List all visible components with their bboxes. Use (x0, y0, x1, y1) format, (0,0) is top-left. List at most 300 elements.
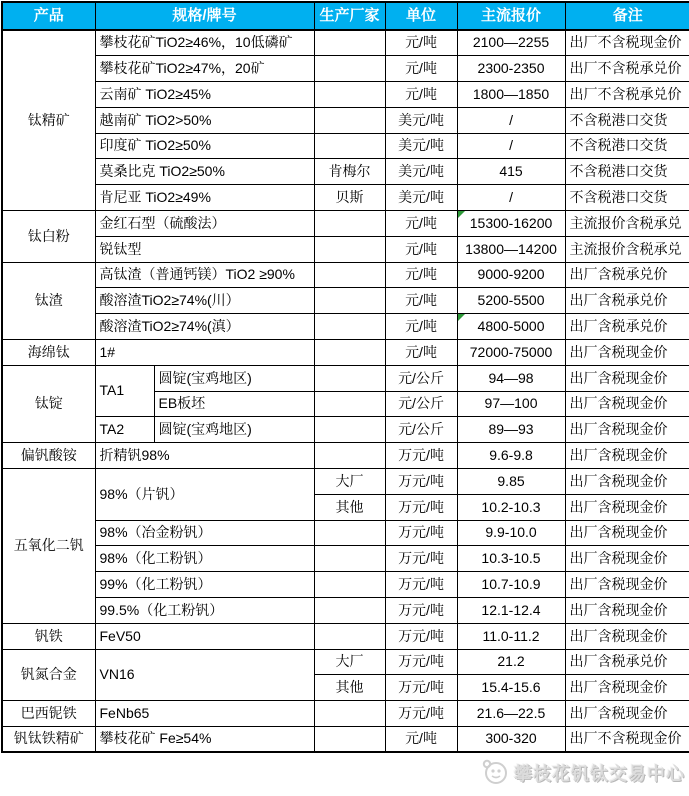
cell-spec (95, 30, 314, 56)
cell-text: 5200-5500 (477, 292, 545, 309)
cell-mfr (314, 340, 385, 366)
column-header-1: 规格/牌号 (95, 2, 314, 30)
cell-text: 出厂不含税现金价 (569, 34, 682, 51)
cell-text: 酸溶渣TiO2≥74%(川） (99, 292, 240, 309)
cell-price (457, 159, 565, 185)
cell-text: 攀枝花矿TiO2≥47%，20矿 (99, 60, 265, 76)
cell-price (457, 56, 565, 82)
cell-mfr (314, 443, 385, 469)
cell-text: 其他 (335, 679, 364, 696)
cell-text: 1# (99, 343, 116, 360)
cell-product (2, 727, 95, 753)
cell-price (457, 314, 565, 340)
table-row (2, 236, 689, 262)
cell-text: 美元/吨 (398, 188, 444, 205)
cell-note (565, 469, 689, 495)
cell-text: 偏钒酸铵 (20, 446, 77, 463)
table-header (2, 2, 689, 30)
cell-text: 钒氮合金 (20, 666, 77, 683)
cell-text: 出厂不含税承兑价 (569, 85, 682, 102)
cell-text: 出厂含税承兑价 (569, 266, 668, 283)
cell-unit (385, 340, 457, 366)
cell-price (457, 107, 565, 133)
cell-note (565, 340, 689, 366)
cell-spec (95, 701, 314, 727)
cell-unit (385, 443, 457, 469)
table-row (2, 469, 689, 495)
cell-mfr (314, 598, 385, 624)
cell-text: 出厂含税承兑价 (569, 317, 668, 334)
table-row (2, 727, 689, 753)
cell-text: 出厂不含税承兑价 (569, 60, 682, 76)
cell-mfr (314, 649, 385, 675)
comment-flag-icon (458, 314, 465, 321)
cell-note (565, 314, 689, 340)
cell-mfr (314, 236, 385, 262)
cell-text: 10.2-10.3 (481, 498, 541, 515)
cell-text: 不含税港口交货 (569, 137, 668, 154)
cell-text: / (509, 137, 513, 154)
table-row (2, 520, 689, 546)
cell-product (2, 443, 95, 469)
cell-unit (385, 107, 457, 133)
cell-spec (95, 572, 314, 598)
cell-note (565, 598, 689, 624)
column-header-4: 主流报价 (457, 2, 565, 30)
cell-price (457, 598, 565, 624)
column-header-5: 备注 (565, 2, 689, 30)
cell-text: 9.6-9.8 (489, 446, 533, 463)
cell-mfr (314, 133, 385, 159)
table-row (2, 623, 689, 649)
cell-product (2, 30, 95, 211)
cell-text: 元/公斤 (398, 421, 444, 438)
cell-text: 折精钒98% (99, 446, 170, 463)
cell-text: 巴西铌铁 (20, 704, 77, 721)
cell-note (565, 133, 689, 159)
cell-sub (95, 417, 154, 443)
cell-unit (385, 598, 457, 624)
cell-product (2, 340, 95, 366)
cell-text: 元/吨 (405, 266, 437, 283)
cell-text: 不含税港口交货 (569, 163, 668, 180)
cell-note (565, 443, 689, 469)
cell-unit (385, 236, 457, 262)
cell-text: 出厂含税现金价 (569, 550, 668, 567)
comment-flag-icon (458, 211, 465, 218)
table-row (2, 598, 689, 624)
cell-sub (95, 365, 154, 417)
cell-text: 钛白粉 (27, 227, 70, 244)
cell-unit (385, 469, 457, 495)
cell-mfr (314, 185, 385, 211)
cell-text: 万元/吨 (398, 575, 444, 592)
cell-note (565, 520, 689, 546)
cell-text: 出厂含税现金价 (569, 343, 668, 360)
cell-text: 元/公斤 (398, 369, 444, 386)
cell-spec (95, 159, 314, 185)
cell-text: 金红石型（硫酸法） (99, 214, 226, 231)
table-row (2, 82, 689, 108)
cell-unit (385, 649, 457, 675)
table-row (2, 649, 689, 675)
cell-note (565, 649, 689, 675)
cell-text: 元/吨 (405, 85, 437, 102)
cell-unit (385, 365, 457, 391)
cell-spec (95, 185, 314, 211)
cell-price (457, 417, 565, 443)
cell-spec (95, 262, 314, 288)
brand-watermark-text: 攀枝花钒钛交易中心 (514, 764, 685, 785)
cell-text: FeV50 (99, 627, 141, 644)
cell-text: 万元/吨 (398, 498, 444, 515)
cell-text: / (509, 188, 513, 205)
cell-text: / (509, 111, 513, 128)
table-row (2, 262, 689, 288)
cell-product (2, 365, 95, 442)
cell-spec (95, 598, 314, 624)
cell-mfr (314, 314, 385, 340)
cell-mfr (314, 365, 385, 391)
cell-text: 肯尼亚 TiO2≥49% (99, 188, 211, 205)
cell-text: 元/吨 (405, 730, 437, 747)
cell-mfr (314, 82, 385, 108)
cell-text: 10.7-10.9 (481, 575, 541, 592)
cell-text: 元/吨 (405, 214, 437, 231)
cell-text: 不含税港口交货 (569, 188, 668, 205)
cell-note (565, 417, 689, 443)
price-table-page (0, 1, 689, 796)
table-row (2, 133, 689, 159)
table-row (2, 572, 689, 598)
cell-text: 出厂含税现金价 (569, 446, 668, 463)
cell-unit (385, 211, 457, 237)
cell-text: 五氧化二钒 (13, 537, 84, 554)
cell-unit (385, 56, 457, 82)
cell-unit (385, 675, 457, 701)
cell-note (565, 159, 689, 185)
cell-spec (95, 546, 314, 572)
cell-product (2, 469, 95, 624)
cell-text: 万元/吨 (398, 524, 444, 541)
cell-text: 出厂含税现金价 (569, 524, 668, 541)
cell-price (457, 675, 565, 701)
cell-text: 印度矿 TiO2≥50% (99, 137, 211, 154)
cell-price (457, 30, 565, 56)
cell-text: 元/吨 (405, 34, 437, 51)
table-row (2, 56, 689, 82)
cell-text: 莫桑比克 TiO2≥50% (99, 163, 225, 180)
cell-text: 元/吨 (405, 240, 437, 257)
cell-text: 越南矿 TiO2>50% (99, 111, 212, 128)
cell-text: 12.1-12.4 (481, 601, 541, 618)
cell-spec (95, 133, 314, 159)
cell-note (565, 288, 689, 314)
cell-text: 元/吨 (405, 292, 437, 309)
cell-text: 美元/吨 (398, 137, 444, 154)
cell-text: 21.6—22.5 (476, 704, 546, 721)
cell-text: 圆锭(宝鸡地区) (158, 369, 252, 386)
cell-unit (385, 623, 457, 649)
footer-watermark (0, 753, 689, 793)
cell-mfr (314, 417, 385, 443)
cell-price (457, 623, 565, 649)
cell-text: 贝斯 (335, 188, 364, 205)
cell-text: 元/吨 (405, 317, 437, 334)
cell-product (2, 262, 95, 339)
cell-spec2 (154, 391, 314, 417)
cell-note (565, 236, 689, 262)
cell-note (565, 262, 689, 288)
cell-text: 美元/吨 (398, 163, 444, 180)
cell-text: 出厂不含税现金价 (569, 730, 682, 747)
cell-spec (95, 236, 314, 262)
cell-text: 万元/吨 (398, 627, 444, 644)
cell-note (565, 30, 689, 56)
cell-spec (95, 649, 314, 701)
cell-text: 万元/吨 (398, 653, 444, 670)
cell-unit (385, 701, 457, 727)
cell-text: 出厂含税现金价 (569, 498, 668, 515)
cell-price (457, 262, 565, 288)
cell-price (457, 649, 565, 675)
cell-text: 415 (499, 163, 523, 180)
cell-text: 出厂含税现金价 (569, 601, 668, 618)
cell-mfr (314, 211, 385, 237)
cell-mfr (314, 107, 385, 133)
cell-note (565, 675, 689, 701)
cell-mfr (314, 262, 385, 288)
cell-text: 云南矿 TiO2≥45% (99, 85, 211, 102)
cell-text: 99%（化工粉钒） (99, 575, 212, 592)
cell-text: EB板坯 (158, 395, 206, 412)
cell-text: 300-320 (485, 730, 537, 747)
cell-text: 97—100 (484, 395, 538, 412)
cell-note (565, 546, 689, 572)
cell-text: 万元/吨 (398, 601, 444, 618)
cell-mfr (314, 675, 385, 701)
table-row (2, 30, 689, 56)
cell-text: 不含税港口交货 (569, 111, 668, 128)
cell-text: 2300-2350 (477, 60, 545, 76)
cell-text: 出厂含税现金价 (569, 575, 668, 592)
cell-note (565, 391, 689, 417)
cell-text: 出厂含税现金价 (569, 704, 668, 721)
cell-unit (385, 494, 457, 520)
price-table (1, 1, 689, 753)
cell-text: 攀枝花矿TiO2≥46%，10低磷矿 (99, 34, 293, 51)
cell-text: 元/吨 (405, 343, 437, 360)
cell-price (457, 288, 565, 314)
table-row (2, 546, 689, 572)
cell-spec2 (154, 417, 314, 443)
cell-text: 圆锭(宝鸡地区) (158, 421, 252, 438)
cell-note (565, 623, 689, 649)
cell-text: 大厂 (335, 653, 364, 670)
cell-text: 89—93 (488, 421, 534, 438)
cell-text: 元/公斤 (398, 395, 444, 412)
cell-unit (385, 572, 457, 598)
cell-text: 11.0-11.2 (482, 627, 540, 644)
cell-mfr (314, 727, 385, 753)
cell-spec (95, 727, 314, 753)
column-header-2: 生产厂家 (314, 2, 385, 30)
cell-note (565, 572, 689, 598)
cell-spec2 (154, 365, 314, 391)
cell-mfr (314, 391, 385, 417)
cell-text: 锐钛型 (99, 240, 142, 257)
cell-text: 攀枝花矿 Fe≥54% (99, 730, 212, 747)
cell-note (565, 365, 689, 391)
cell-text: 元/吨 (405, 60, 437, 76)
table-row (2, 314, 689, 340)
cell-spec (95, 211, 314, 237)
cell-spec (95, 520, 314, 546)
cell-unit (385, 546, 457, 572)
cell-text: 4800-5000 (477, 317, 545, 334)
cell-spec (95, 56, 314, 82)
cell-note (565, 494, 689, 520)
column-header-0: 产品 (2, 2, 95, 30)
cell-price (457, 236, 565, 262)
cell-text: 出厂含税现金价 (569, 421, 668, 438)
cell-text: 13800—14200 (465, 240, 557, 257)
cell-unit (385, 520, 457, 546)
cell-text: 万元/吨 (398, 550, 444, 567)
cell-unit (385, 133, 457, 159)
cell-text: 主流报价含税承兑 (569, 214, 682, 231)
cell-note (565, 185, 689, 211)
cell-text: 15.4-15.6 (481, 679, 541, 696)
cell-text: 钒钛铁精矿 (13, 730, 84, 747)
table-row (2, 211, 689, 237)
cell-price (457, 520, 565, 546)
table-row (2, 417, 689, 443)
cell-text: 出厂含税承兑价 (569, 653, 668, 670)
cell-spec (95, 288, 314, 314)
cell-note (565, 82, 689, 108)
cell-spec (95, 340, 314, 366)
cell-text: 出厂含税现金价 (569, 369, 668, 386)
cell-note (565, 701, 689, 727)
cell-price (457, 443, 565, 469)
table-row (2, 159, 689, 185)
cell-text: 美元/吨 (398, 111, 444, 128)
header-row (2, 2, 689, 30)
cell-spec (95, 623, 314, 649)
cell-text: 钒铁 (34, 627, 63, 644)
cell-mfr (314, 56, 385, 82)
brand-logo-icon (482, 757, 508, 790)
cell-mfr (314, 288, 385, 314)
cell-text: 98%（片钒） (99, 485, 184, 502)
cell-price (457, 701, 565, 727)
cell-text: 海绵钛 (27, 343, 70, 360)
cell-mfr (314, 494, 385, 520)
cell-text: 肯梅尔 (328, 163, 371, 180)
cell-text: 高钛渣（普通钙镁）TiO2 ≥90% (99, 266, 295, 283)
cell-text: 主流报价含税承兑 (569, 240, 682, 257)
cell-text: 9000-9200 (477, 266, 545, 283)
cell-note (565, 727, 689, 753)
cell-text: 出厂含税现金价 (569, 395, 668, 412)
cell-text: 2100—2255 (472, 34, 550, 51)
cell-price (457, 185, 565, 211)
cell-text: 1800—1850 (472, 85, 550, 102)
column-header-3: 单位 (385, 2, 457, 30)
cell-text: 出厂含税承兑价 (569, 292, 668, 309)
cell-text: 钛锭 (34, 395, 63, 412)
cell-text: 钛渣 (34, 292, 63, 309)
cell-price (457, 365, 565, 391)
cell-text: 21.2 (497, 653, 525, 670)
cell-mfr (314, 623, 385, 649)
cell-text: 出厂含税现金价 (569, 679, 668, 696)
cell-price (457, 546, 565, 572)
cell-unit (385, 185, 457, 211)
cell-note (565, 56, 689, 82)
cell-product (2, 701, 95, 727)
cell-text: 72000-75000 (469, 343, 553, 360)
table-body (2, 30, 689, 752)
cell-text: TA2 (99, 421, 125, 438)
cell-text: 万元/吨 (398, 472, 444, 489)
cell-unit (385, 30, 457, 56)
cell-text: TA1 (99, 382, 125, 399)
cell-text: 15300-16200 (469, 214, 553, 231)
cell-note (565, 211, 689, 237)
cell-spec (95, 314, 314, 340)
cell-text: 万元/吨 (398, 446, 444, 463)
cell-price (457, 391, 565, 417)
cell-unit (385, 727, 457, 753)
cell-price (457, 572, 565, 598)
cell-text: 9.85 (497, 472, 525, 489)
cell-price (457, 211, 565, 237)
cell-text: 98%（化工粉钒） (99, 550, 212, 567)
cell-unit (385, 417, 457, 443)
cell-unit (385, 159, 457, 185)
cell-unit (385, 82, 457, 108)
cell-spec (95, 82, 314, 108)
cell-text: 出厂含税现金价 (569, 472, 668, 489)
cell-note (565, 107, 689, 133)
table-row (2, 185, 689, 211)
cell-mfr (314, 469, 385, 495)
cell-text: 98%（冶金粉钒） (99, 524, 212, 541)
cell-product (2, 649, 95, 701)
cell-mfr (314, 30, 385, 56)
cell-price (457, 133, 565, 159)
cell-text: 万元/吨 (398, 679, 444, 696)
cell-unit (385, 262, 457, 288)
cell-text: FeNb65 (99, 704, 150, 721)
cell-unit (385, 391, 457, 417)
cell-text: 99.5%（化工粉钒） (99, 601, 224, 618)
table-row (2, 288, 689, 314)
table-row (2, 701, 689, 727)
cell-price (457, 469, 565, 495)
cell-mfr (314, 572, 385, 598)
cell-spec (95, 443, 314, 469)
cell-unit (385, 314, 457, 340)
cell-spec (95, 107, 314, 133)
cell-unit (385, 288, 457, 314)
cell-text: 出厂含税现金价 (569, 627, 668, 644)
cell-text: 其他 (335, 498, 364, 515)
cell-text: 94—98 (488, 369, 534, 386)
cell-mfr (314, 159, 385, 185)
